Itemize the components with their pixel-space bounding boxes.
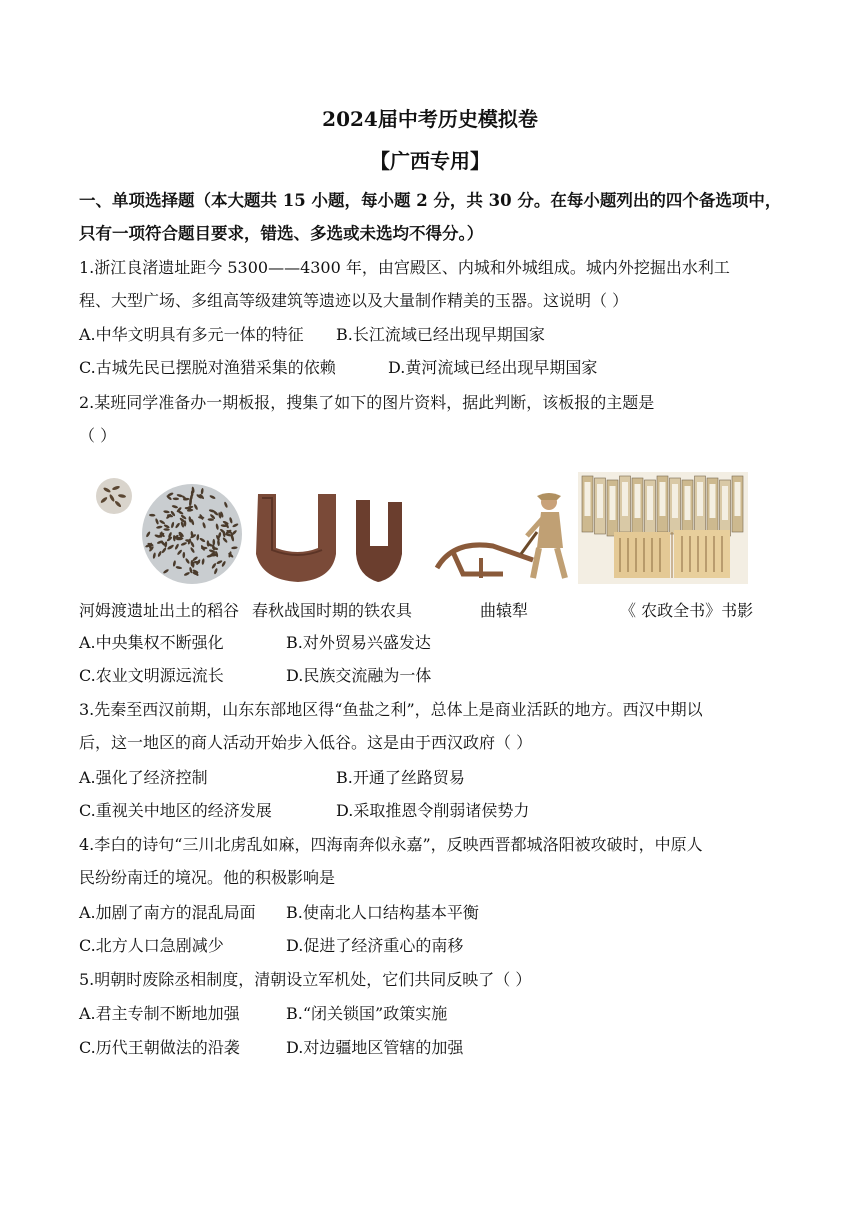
q4-option-b: B.使南北人口结构基本平衡	[286, 903, 479, 922]
q2-stem-line2: （ ）	[79, 426, 117, 445]
q2-option-a: A.中央集权不断强化	[79, 633, 224, 652]
nongzheng-quanshu-image	[578, 472, 748, 584]
q2-stem-line1: 2.某班同学准备办一期板报，搜集了如下的图片资料，据此判断，该板报的主题是	[79, 393, 655, 412]
page-title: 2024届中考历史模拟卷	[322, 107, 538, 131]
q3-stem-line1: 3.先秦至西汉前期，山东东部地区得“鱼盐之利”，总体上是商业活跃的地方。西汉中期以	[79, 700, 703, 719]
caption-book: 《 农政全书》书影	[620, 601, 754, 620]
page-subtitle: 【广西专用】	[370, 149, 490, 173]
q1-option-d: D.黄河流域已经出现早期国家	[388, 358, 598, 377]
section-instructions-line1: 一、单项选择题（本大题共 15 小题，每小题 2 分，共 30 分。在每小题列出的四个备选项中，	[79, 191, 782, 210]
q3-option-c: C.重视关中地区的经济发展	[79, 801, 272, 820]
q5-option-d: D.对边疆地区管辖的加强	[286, 1038, 464, 1057]
q4-stem-line1: 4.李白的诗句“三川北虏乱如麻，四海南奔似永嘉”，反映西晋都城洛阳被攻破时，中原人	[79, 835, 703, 854]
q5-option-a: A.君主专制不断地加强	[79, 1004, 240, 1023]
q4-stem-line2: 民纷纷南迁的境况。他的积极影响是	[79, 868, 336, 887]
q1-option-c: C.古城先民已摆脱对渔猎采集的依赖	[79, 358, 336, 377]
q5-option-c: C.历代王朝做法的沿袭	[79, 1038, 240, 1057]
q3-option-a: A.强化了经济控制	[79, 768, 208, 787]
q1-stem-line2: 程、大型广场、多组高等级建筑等遗迹以及大量制作精美的玉器。这说明（ ）	[79, 291, 629, 310]
q2-option-c: C.农业文明源远流长	[79, 666, 224, 685]
q3-option-d: D.采取推恩令削弱诸侯势力	[336, 801, 530, 820]
q5-stem-line1: 5.明朝时废除丞相制度，清朝设立军机处，它们共同反映了（ ）	[79, 970, 532, 989]
curved-plough-image	[433, 488, 579, 588]
q1-stem-line1: 1.浙江良渚遗址距今 5300——4300 年，由宫殿区、内城和外城组成。城内外挖掘出水利工	[79, 258, 730, 277]
q4-option-c: C.北方人口急剧减少	[79, 936, 224, 955]
q4-option-d: D.促进了经济重心的南移	[286, 936, 464, 955]
q5-option-b: B.“闭关锁国”政策实施	[286, 1004, 448, 1023]
iron-tools-image	[252, 490, 418, 586]
q3-option-b: B.开通了丝路贸易	[336, 768, 465, 787]
q2-option-d: D.民族交流融为一体	[286, 666, 432, 685]
caption-iron-tools: 春秋战国时期的铁农具	[252, 601, 413, 620]
rice-grains-image	[92, 476, 244, 584]
q1-option-b: B.长江流域已经出现早期国家	[336, 325, 545, 344]
caption-rice: 河姆渡遗址出土的稻谷	[79, 601, 240, 620]
q2-option-b: B.对外贸易兴盛发达	[286, 633, 431, 652]
caption-plough: 曲辕犁	[480, 601, 529, 620]
section-instructions-line2: 只有一项符合题目要求，错选、多选或未选均不得分。）	[79, 224, 484, 243]
q3-stem-line2: 后，这一地区的商人活动开始步入低谷。这是由于西汉政府（ ）	[79, 733, 533, 752]
q1-option-a: A.中华文明具有多元一体的特征	[79, 325, 304, 344]
q4-option-a: A.加剧了南方的混乱局面	[79, 903, 256, 922]
